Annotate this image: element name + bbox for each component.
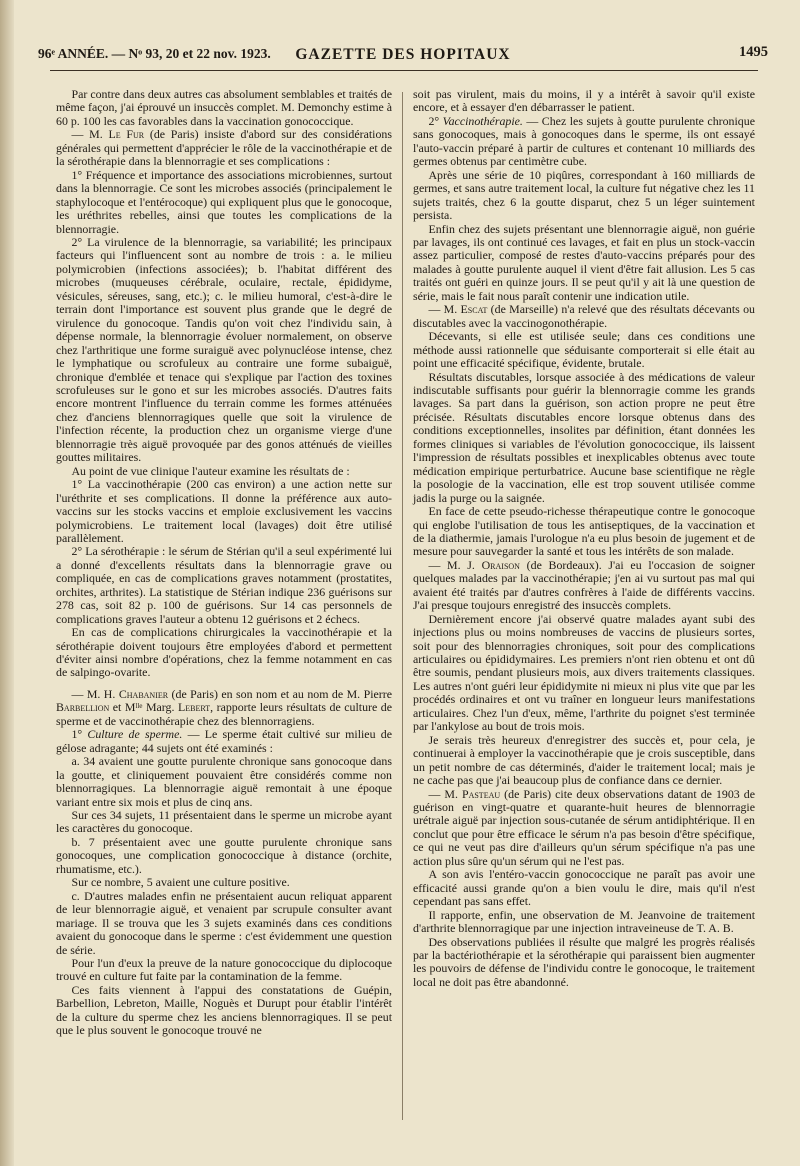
paragraph-text: Je serais très heureux d'enregistrer des succès et, pour cela, je continuerai à employer la vaccinothérapie que je crois susceptible, dans un petit nombre de cas déterminés, d'aider le traitement local; mais je ne cache pas que j'ai beaucoup plus de confiance dans ce dernier. [413,732,755,788]
paragraph-text: Sur ce nombre, 5 avaient une culture positive. [71,875,290,890]
issue-info: 96ᵉ ANNÉE. — Nᵒ 93, 20 et 22 nov. 1923. [38,46,271,61]
paragraph-text: Après une série de 10 piqûres, correspondant à 160 milliards de germes, et sans autre traitement local, la culture fut négative chez les 11 sujets traités, chez 6 la goutte disparut, chez 5 un léger suintement persista. [413,167,755,223]
paragraph-text: Résultats discutables, lorsque associée à des médications de valeur indiscutable suffisants pour guérir la blennorragie comme les grands lavages. Sa part dans la guérison, son action propre ne peut être précisée. Résultats discutables encore lorsque obtenus dans des conditions exceptionnelles, insolites par définition, étant données les formes cliniques si variables de l'évolution gonococcique, ils laissent l'impression de résultats possibles et inexplicables obtenus avec toute médication empirique perturbatrice. Aucune base scientifique ne règle la posologie de la vaccination, elle est trop souvent utilisée comme jadis la purge ou la saignée. [413,369,755,505]
speaker-lead: — M. [428,302,461,317]
paragraph [413,115,755,169]
paragraph-text: 1° [71,727,88,742]
paragraph-text: 2° La virulence de la blennorragie, sa variabilité; les principaux facteurs qui l'influencent sont au nombre de trois : a. le milieu polymicrobien (infections associées); b. l'habitat différent des microbes (muqueuses cérébrale, oculaire, rectale, épididyme, vésicules, séreuses, sang, etc.); c. le milieu humoral, c'est-à-dire le terrain dont l'importance est souvent plus grande que le degré de virulence du gonocoque. Tandis qu'on voit chez l'individu sain, à dépense normale, la blennorragie évoluer normalement, on observe chez l'arthritique une forme suraiguë avec polynucléose intense, chez le lymphatique ou scrofuleux au contraire une forme subaiguë, chronique d'emblée et tenace qui s'explique par l'action des toxines scrofuleuses sur le gono et sur les microbes associés. D'autres faits encore montrent l'influence du terrain comme les formes atténuées chez d'anciens blennorragiques quelle que soit la virulence de l'infection récente, la production chez un organisme vierge d'une blennorragie très aiguë provoquée par des gonos atténués de vieilles gouttes militaires. [56,234,392,465]
paragraph-text: Au point de vue clinique l'auteur examine les résultats de : [71,463,350,478]
paragraph-text: 2° La sérothérapie : le sérum de Stérian qu'il a seul expérimenté lui a donné d'excellents résultats dans la blennorragie grave ou compliquée, en cas de complications graves notamment (prostatites, orchites, arthrites). La statistique de Stérian indique 236 guérisons sur 278 cas, soit 82 p. 100 de guérisons. Sur 14 cas personnels de complications graves l'auteur a obtenu 12 guérisons et 2 échecs. [56,544,392,626]
paragraph-text: Ces faits viennent à l'appui des constatations de Guépin, Barbellion, Lebreton, Maille, Noguès et Durupt pour établir l'intérêt de la culture du sperme chez les anciens blennorragiques. Il se peut que le plus souvent le gonocoque trouvé ne [56,982,392,1038]
paragraph-text: Dernièrement encore j'ai observé quatre malades ayant subi des injections plus ou moins nombreuses de vaccins de plusieurs sortes, soit pour des blennorragies chroniques, soit pour des complications articulaires ou épididymaires. Les premiers n'ont rien obtenu et ont dû être soumis, pendant plusieurs mois, aux divers traitements classiques. Les autres n'ont guéri leur épididymite ni mieux ni plus vite que par les procédés ordinaires et ont vu traîner en longueur leurs manifestations articulaires. Chez l'un d'eux, même, l'arthrite du poignet s'est terminée par l'ankylose au bout de trois mois. [413,611,755,734]
paragraph-text: Sur ces 34 sujets, 11 présentaient dans le sperme un microbe ayant les caractères du gonocoque. [56,808,392,836]
paragraph-text: (de Bordeaux). J'ai eu l'occasion de soigner quelques malades par la vaccinothérapie; j'en ai vu surtout pas mal qui avaient été traités par d'autres confrères à l'aide de différents vaccins. J'ai presque toujours enregistré des insuccès complets. [413,557,755,613]
paragraph-text: , rapporte leurs résultats de culture de sperme et de vaccinothérapie chez des blennorragiens. [56,700,392,728]
paragraph-text: Décevants, si elle est utilisée seule; dans ces conditions une méthode aussi rationnelle que séduisante comporterait si elle était au point une efficacité spécifique, évidente, brutale. [413,329,755,371]
paragraph [413,613,755,734]
paragraph-text: c. D'autres malades enfin ne présentaient aucun reliquat apparent de leur blennorragie aiguë, et venaient par scrupule consulter avant mariage. Il se trouva que les 3 sujets examinés dans ces conditions avaient du gonocoque dans le sperme : c'est évidemment une question de série. [56,888,392,957]
journal-title: GAZETTE DES HOPITAUX [295,46,511,63]
right-column [413,88,755,989]
paragraph [56,465,392,478]
header-rule [50,70,758,71]
paragraph [413,303,755,330]
paragraph [413,88,755,115]
speaker-name: Le Fur [108,127,145,142]
speaker-name: Barbellion [56,700,110,715]
paragraph-text: (de Paris) en son nom et au nom de M. Pierre [168,686,392,701]
paragraph [56,88,392,128]
speaker-lead: — M. J. [428,557,482,572]
paragraph [413,223,755,304]
paragraph [56,688,392,728]
paragraph-text: 2° [428,113,443,128]
paragraph [413,734,755,788]
paragraph [56,809,392,836]
paragraph [56,890,392,957]
paragraph [56,478,392,545]
paragraph [56,984,392,1038]
paragraph [56,236,392,465]
section-heading: Vaccinothérapie. [442,113,523,128]
speaker-name: Lebert [178,700,211,715]
page-edge-shadow [0,0,14,1166]
paragraph-text: — Le sperme était cultivé sur milieu de gélose adragante; 44 sujets ont été examinés : [56,727,392,755]
paragraph-text: 1° La vaccinothérapie (200 cas environ) a une action nette sur l'uréthrite et ses complications. Il donne la préférence aux auto-vaccins sur les stocks vaccins et emploie exclusivement les vaccins polymicrobiens. Le traitement local (lavages) doit être utilisé parallèlement. [56,477,392,545]
paragraph-text: b. 7 présentaient avec une goutte purulente chronique sans gonocoques, une complication gonococcique à distance (orchite, rhumatisme, etc.). [56,834,392,876]
paragraph [413,868,755,908]
paragraph [413,936,755,990]
speaker-name: Chabanier [118,686,169,701]
paragraph-text: et Mˡˡᵉ Marg. [109,700,178,715]
speaker-lead: — M. [71,127,109,142]
paragraph [56,626,392,680]
paragraph-text: Il rapporte, enfin, une observation de M. Jeanvoine de traitement d'arthrite blennorragique par une injection intraveineuse de T. A. B. [413,907,755,936]
left-column [56,88,392,1038]
paragraph [413,505,755,559]
paragraph-text: Enfin chez des sujets présentant une blennorragie aiguë, non guérie par lavages, ils ont continué ces lavages, et fait en plus un stock-vaccin assez particulier, composé de restes d'auto-vaccins préparés pour des malades à goutte purulente auquel il vient d'être fait allusion. Les 5 cas traités ont guéri en quinze jours. Il se peut qu'il y ait là une question de série, mais le fait nous paraît contenir une indication utile. [413,221,755,303]
paragraph-text: — Chez les sujets à goutte purulente chronique sans gonocoques, mais à gonocoques dans le sperme, ils ont essayé l'auto-vaccin préparé à partir de cultures et contenant 10 milliards des germes obtenus par centimètre cube. [413,113,755,169]
paragraph [413,559,755,613]
page-header [38,44,768,66]
paragraph-text: (de Marseille) n'a relevé que des résultats décevants ou discutables avec la vaccinogonothérapie. [413,302,755,330]
paragraph [56,876,392,889]
paragraph [56,728,392,755]
speaker-lead: — M. H. [71,686,119,701]
paragraph-text: (de Paris) insiste d'abord sur des considérations générales qui permettent d'apprécier le rôle de la vaccinothérapie et de la sérothérapie dans la blennorragie et ses complications : [56,127,392,169]
paragraph-text: a. 34 avaient une goutte purulente chronique sans gonocoque dans la goutte, et cliniquement pouvaient être considérés comme non blennorragiques. La blennorragie aiguë remontait à une époque variant entre six mois et plus de cinq ans. [56,754,392,809]
paragraph [56,128,392,168]
speaker-name: Escat [460,302,488,317]
paragraph-text: Pour l'un d'eux la preuve de la nature gonococcique du diplocoque trouvé en culture fut faite par la contamination de la femme. [56,956,392,984]
paragraph-text: soit pas virulent, mais du moins, il y a intérêt à savoir qu'il existe encore, et à essayer d'en débarrasser le patient. [413,87,755,115]
paragraph [56,545,392,626]
paragraph [413,169,755,223]
paragraph [56,957,392,984]
paragraph [56,169,392,236]
paragraph-text: A son avis l'entéro-vaccin gonococcique ne paraît pas avoir une efficacité aussi grande qu'on a bien voulu le dire, mais qu'il n'est cependant pas sans effet. [413,867,755,909]
paragraph-text: (de Paris) cite deux observations datant de 1903 de guérison en vingt-quatre et quarante-huit heures de blennorragie urétrale aiguë par injection sous-cutanée de sérum antidiphtérique. Il en conclut que pour être efficace le sérum n'a pas besoin d'être spécifique, ce qui ne veut pas dire d'ailleurs qu'un sérum spécifique n'a pas une action plus sûre qu'un sérum qui ne l'est pas. [413,786,755,868]
page-number: 1495 [739,44,768,60]
paragraph-text: En cas de complications chirurgicales la vaccinothérapie et la sérothérapie doivent toujours être employées d'abord et permettent d'éviter ainsi nombre d'opérations, chez la femme notamment en cas de salpingo-ovarite. [56,625,392,680]
paragraph-text: En face de cette pseudo-richesse thérapeutique contre le gonocoque qui englobe l'utilisation de tous les antiseptiques, de la vaccination et de la diathermie, jamais l'urologue n'a eu plus besoin de jugement et de mesure pour sauvegarder la santé et tous les intérêts de son malade. [413,504,755,559]
paragraph [413,330,755,370]
column-divider [402,92,403,1120]
paragraph [56,755,392,809]
paragraph-text: Par contre dans deux autres cas absolument semblables et traités de même façon, j'ai éprouvé un insuccès complet. M. Demonchy estime à 60 p. 100 les cas favorables dans la vaccination gonococcique. [56,87,392,128]
speaker-name: Pasteau [461,786,501,801]
speaker-lead: — M. [428,786,462,801]
paragraph [413,909,755,936]
paragraph-text: 1° Fréquence et importance des associations microbiennes, surtout dans la blennorragie. Ce sont les microbes associés (principalement le staphylocoque et l'entérocoque) qui expliquent plus que le gonocoque, les uréthrites rebelles, ainsi que toutes les complications de la blennorragie. [56,167,392,236]
section-heading: Culture de sperme. [87,727,183,742]
paragraph-text: Des observations publiées il résulte que malgré les progrès réalisés par la bactériothérapie et la sérothérapie qui paraissent bien augmenter les pouvoirs de défense de l'individu contre le gonocoque, le traitement local ne doit pas être abandonné. [413,934,755,989]
paragraph [413,788,755,869]
speaker-name: Oraison [481,557,520,572]
paragraph [413,371,755,506]
paragraph [56,836,392,876]
